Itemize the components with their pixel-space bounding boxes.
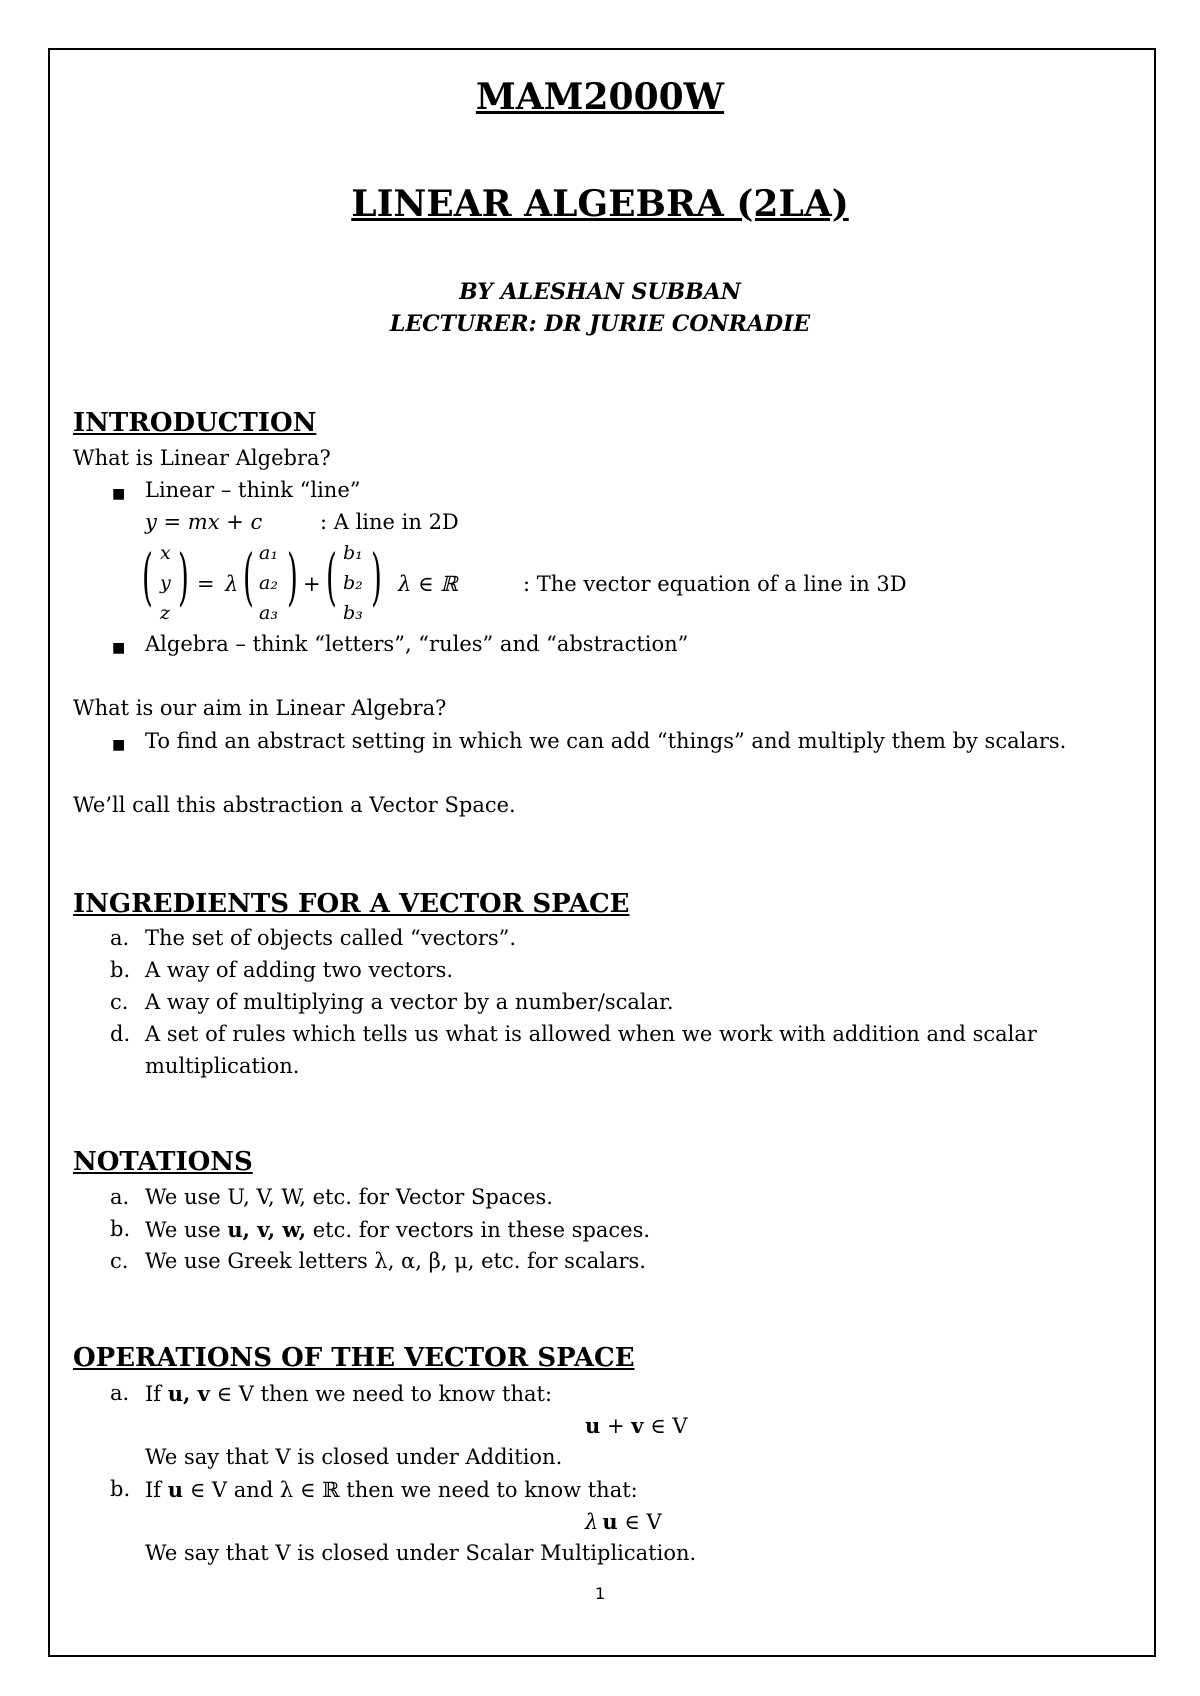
ingredient-item: A way of adding two vectors. xyxy=(145,958,454,982)
bullet-square-icon: ■ xyxy=(112,737,126,753)
intro-bullet-linear: Linear – think “line” xyxy=(145,478,361,502)
lambda-condition: λ ∈ ℝ xyxy=(398,572,458,596)
vector-x: x xyxy=(160,542,171,564)
ingredient-item: A set of rules which tells us what is allowed when we work with addition and scalar xyxy=(145,1022,1037,1046)
plus-sign: + xyxy=(303,572,321,596)
operation-b-pre: If xyxy=(145,1478,168,1502)
operation-marker: a. xyxy=(110,1381,130,1405)
notation-item-pre: We use xyxy=(145,1218,228,1242)
vector-b2: b₂ xyxy=(343,572,363,594)
ingredient-marker: a. xyxy=(110,926,130,950)
operation-b-conclusion: We say that V is closed under Scalar Multiplication. xyxy=(145,1541,697,1565)
introduction-heading: INTRODUCTION xyxy=(73,408,317,438)
lecturer-line: LECTURER: DR JURIE CONRADIE xyxy=(389,311,811,337)
line-equation-desc: : A line in 2D xyxy=(320,510,459,534)
formula-plus: + xyxy=(600,1414,632,1438)
notation-item xyxy=(145,1217,650,1242)
ingredient-marker: d. xyxy=(110,1022,131,1046)
operation-a-formula xyxy=(585,1413,688,1438)
bullet-square-icon: ■ xyxy=(112,640,126,656)
left-paren-icon: ( xyxy=(142,540,153,613)
notations-heading: NOTATIONS xyxy=(73,1147,253,1177)
operation-marker: b. xyxy=(110,1477,131,1501)
operation-a-post: ∈ V then we need to know that: xyxy=(209,1382,553,1406)
left-paren-icon: ( xyxy=(243,540,254,613)
vector-b1: b₁ xyxy=(343,542,363,564)
operation-b-formula xyxy=(585,1509,662,1534)
intro-question-1: What is Linear Algebra? xyxy=(73,446,331,470)
right-paren-icon: ) xyxy=(371,540,382,613)
intro-bullet-aim: To find an abstract setting in which we can add “things” and multiply them by scalars. xyxy=(145,729,1067,753)
intro-question-2: What is our aim in Linear Algebra? xyxy=(73,696,447,720)
lambda-symbol: λ xyxy=(225,572,239,596)
formula-u-bold: u xyxy=(602,1509,618,1534)
vector-a1: a₁ xyxy=(259,542,278,564)
formula-lambda: λ xyxy=(585,1510,599,1534)
vector-y: y xyxy=(160,572,171,594)
operation-b-statement xyxy=(145,1477,638,1502)
formula-u-bold: u xyxy=(585,1413,601,1438)
bullet-square-icon: ■ xyxy=(112,486,126,502)
operation-a-statement xyxy=(145,1381,552,1406)
notation-item: We use Greek letters λ, α, β, μ, etc. for scalars. xyxy=(145,1249,646,1273)
equals-sign: = xyxy=(197,572,215,596)
page-subtitle: LINEAR ALGEBRA (2LA) xyxy=(351,183,849,225)
ingredient-item: The set of objects called “vectors”. xyxy=(145,926,517,950)
vector-equation-desc: : The vector equation of a line in 3D xyxy=(523,572,907,596)
ingredients-heading: INGREDIENTS FOR A VECTOR SPACE xyxy=(73,889,630,919)
notation-item-post: etc. for vectors in these spaces. xyxy=(306,1218,651,1242)
author-line: BY ALESHAN SUBBAN xyxy=(459,279,741,305)
operation-a-pre: If xyxy=(145,1382,168,1406)
operations-heading: OPERATIONS OF THE VECTOR SPACE xyxy=(73,1343,635,1373)
vector-b3: b₃ xyxy=(343,602,363,624)
formula-in-v: ∈ V xyxy=(617,1510,662,1534)
notation-marker: b. xyxy=(110,1217,131,1241)
right-paren-icon: ) xyxy=(178,540,189,613)
line-equation: y = mx + c xyxy=(145,510,263,534)
vector-a3: a₃ xyxy=(259,602,278,624)
page-title: MAM2000W xyxy=(475,76,725,118)
ingredient-item-continued: multiplication. xyxy=(145,1054,300,1078)
ingredient-marker: b. xyxy=(110,958,131,982)
right-paren-icon: ) xyxy=(287,540,298,613)
notation-marker: c. xyxy=(110,1249,129,1273)
formula-v-bold: v xyxy=(631,1413,644,1438)
operation-a-conclusion: We say that V is closed under Addition. xyxy=(145,1445,563,1469)
operation-b-post: ∈ V and λ ∈ ℝ then we need to know that: xyxy=(183,1478,638,1502)
notation-item: We use U, V, W, etc. for Vector Spaces. xyxy=(145,1185,553,1209)
intro-conclusion: We’ll call this abstraction a Vector Space. xyxy=(73,793,516,817)
page-number: 1 xyxy=(595,1584,606,1603)
formula-in-v: ∈ V xyxy=(643,1414,688,1438)
intro-bullet-algebra: Algebra – think “letters”, “rules” and “abstraction” xyxy=(145,632,689,656)
notation-marker: a. xyxy=(110,1185,130,1209)
left-paren-icon: ( xyxy=(326,540,337,613)
vector-z: z xyxy=(160,602,171,624)
notation-vectors-bold: u, v, w, xyxy=(227,1217,307,1242)
ingredient-marker: c. xyxy=(110,990,129,1014)
vector-a2: a₂ xyxy=(259,572,278,594)
ingredient-item: A way of multiplying a vector by a number/scalar. xyxy=(145,990,674,1014)
operation-a-vectors-bold: u, v xyxy=(167,1381,210,1406)
operation-b-vector-bold: u xyxy=(167,1477,184,1502)
